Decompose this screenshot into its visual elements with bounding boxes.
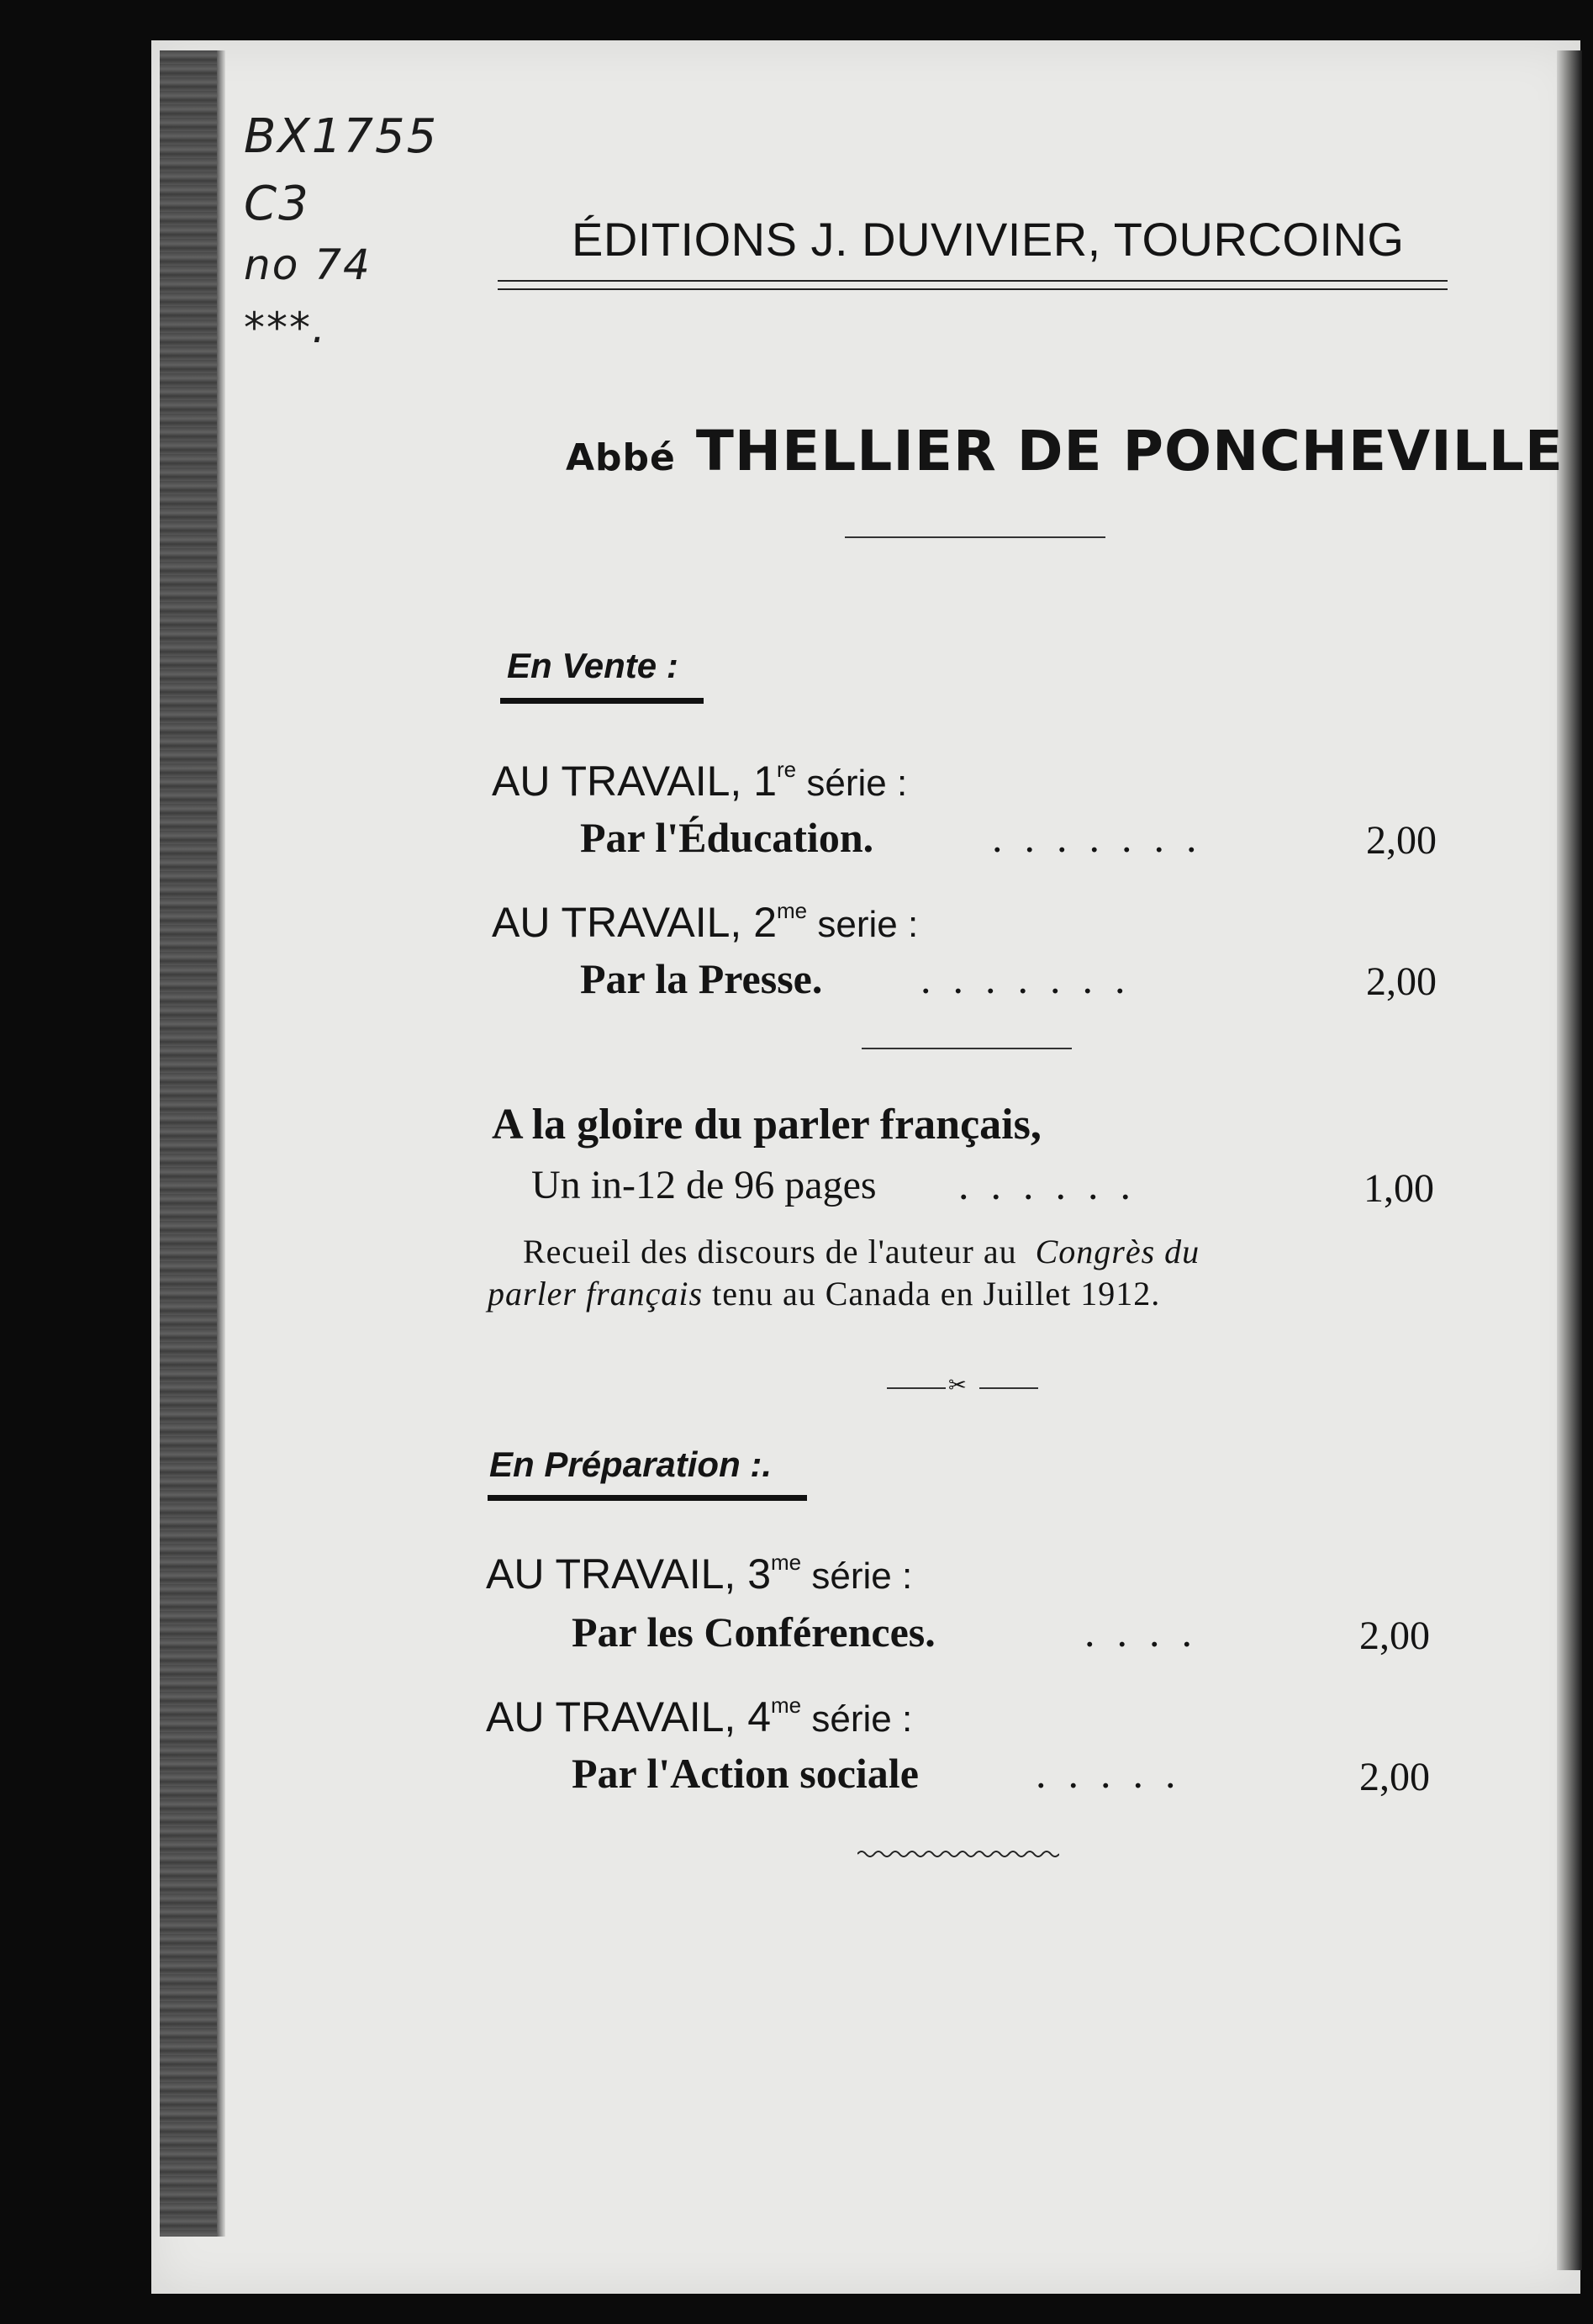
scissors-ornament-icon: ✂ xyxy=(948,1373,967,1398)
series-ordinal: re xyxy=(777,757,797,782)
leader-dots: ..... xyxy=(1036,1750,1198,1797)
price-presse: 2,00 xyxy=(1366,959,1437,1004)
section-heading-on-sale: En Vente : xyxy=(507,646,678,685)
author-name xyxy=(566,419,1564,483)
price-action-sociale: 2,00 xyxy=(1359,1755,1430,1799)
leader-dots: ....... xyxy=(920,955,1147,1002)
series-suffix: serie : xyxy=(807,904,919,945)
series-line-2 xyxy=(492,898,918,947)
series-label: AU TRAVAIL, 4 xyxy=(486,1693,772,1740)
leader-dots: .... xyxy=(1084,1608,1214,1656)
spine-edge xyxy=(217,50,225,2237)
author-surname: THELLIER DE PONCHEVILLE xyxy=(695,419,1564,483)
handwritten-number: no 74 xyxy=(244,240,372,289)
section-underline-on-sale xyxy=(500,698,704,704)
series-line-3 xyxy=(486,1550,912,1598)
book-title-conferences: Par les Conférences. xyxy=(572,1608,936,1656)
leader-dots: ...... xyxy=(958,1161,1153,1208)
handwritten-call-number: BX1755 xyxy=(244,109,439,164)
price-glory: 1,00 xyxy=(1364,1166,1434,1211)
handwritten-stars: ***. xyxy=(244,304,327,352)
closing-wavy-rule xyxy=(857,1848,1059,1860)
series-suffix: série : xyxy=(801,1555,913,1597)
price-conferences: 2,00 xyxy=(1359,1614,1430,1658)
publisher-rule-top xyxy=(498,280,1448,282)
book-note-line-1 xyxy=(523,1232,1200,1271)
note-text: Recueil des discours de l'auteur au xyxy=(523,1233,1017,1270)
book-format: Un in-12 de 96 pages xyxy=(531,1163,877,1207)
ornament-rule-right xyxy=(979,1387,1038,1389)
series-line-1 xyxy=(492,757,907,805)
book-title-presse: Par la Presse. xyxy=(580,955,823,1002)
binding-spine xyxy=(160,50,217,2237)
publisher-line: ÉDITIONS J. DUVIVIER, TOURCOING xyxy=(572,213,1405,266)
book-title-action-sociale: Par l'Action sociale xyxy=(572,1750,919,1797)
publisher-rule-bottom xyxy=(498,288,1448,290)
series-label: AU TRAVAIL, 2 xyxy=(492,899,778,946)
author-prefix: Abbé xyxy=(566,436,676,479)
series-label: AU TRAVAIL, 3 xyxy=(486,1550,772,1598)
handwritten-shelf-mark: C3 xyxy=(244,177,310,231)
series-suffix: série : xyxy=(796,763,908,804)
leader-dots: ....... xyxy=(992,814,1219,861)
note-text: tenu au Canada en Juillet 1912. xyxy=(712,1275,1161,1313)
series-ordinal: me xyxy=(771,1550,802,1575)
price-education: 2,00 xyxy=(1366,818,1437,863)
series-label: AU TRAVAIL, 1 xyxy=(492,758,778,805)
section-underline-in-preparation xyxy=(488,1495,807,1501)
page-right-edge xyxy=(1557,50,1582,2270)
series-ordinal: me xyxy=(771,1693,802,1718)
book-title-education: Par l'Éducation. xyxy=(580,814,874,861)
section-heading-in-preparation: En Préparation :. xyxy=(489,1445,773,1484)
series-suffix: série : xyxy=(801,1698,913,1740)
book-note-line-2 xyxy=(488,1274,1160,1313)
item-divider xyxy=(862,1048,1072,1049)
series-line-4 xyxy=(486,1693,912,1741)
ornament-rule-left xyxy=(887,1387,946,1389)
series-ordinal: me xyxy=(777,898,808,923)
note-italic: parler français xyxy=(488,1275,704,1313)
book-title-glory: A la gloire du parler français, xyxy=(492,1101,1042,1149)
author-divider xyxy=(845,536,1105,538)
note-italic: Congrès du xyxy=(1035,1233,1200,1270)
